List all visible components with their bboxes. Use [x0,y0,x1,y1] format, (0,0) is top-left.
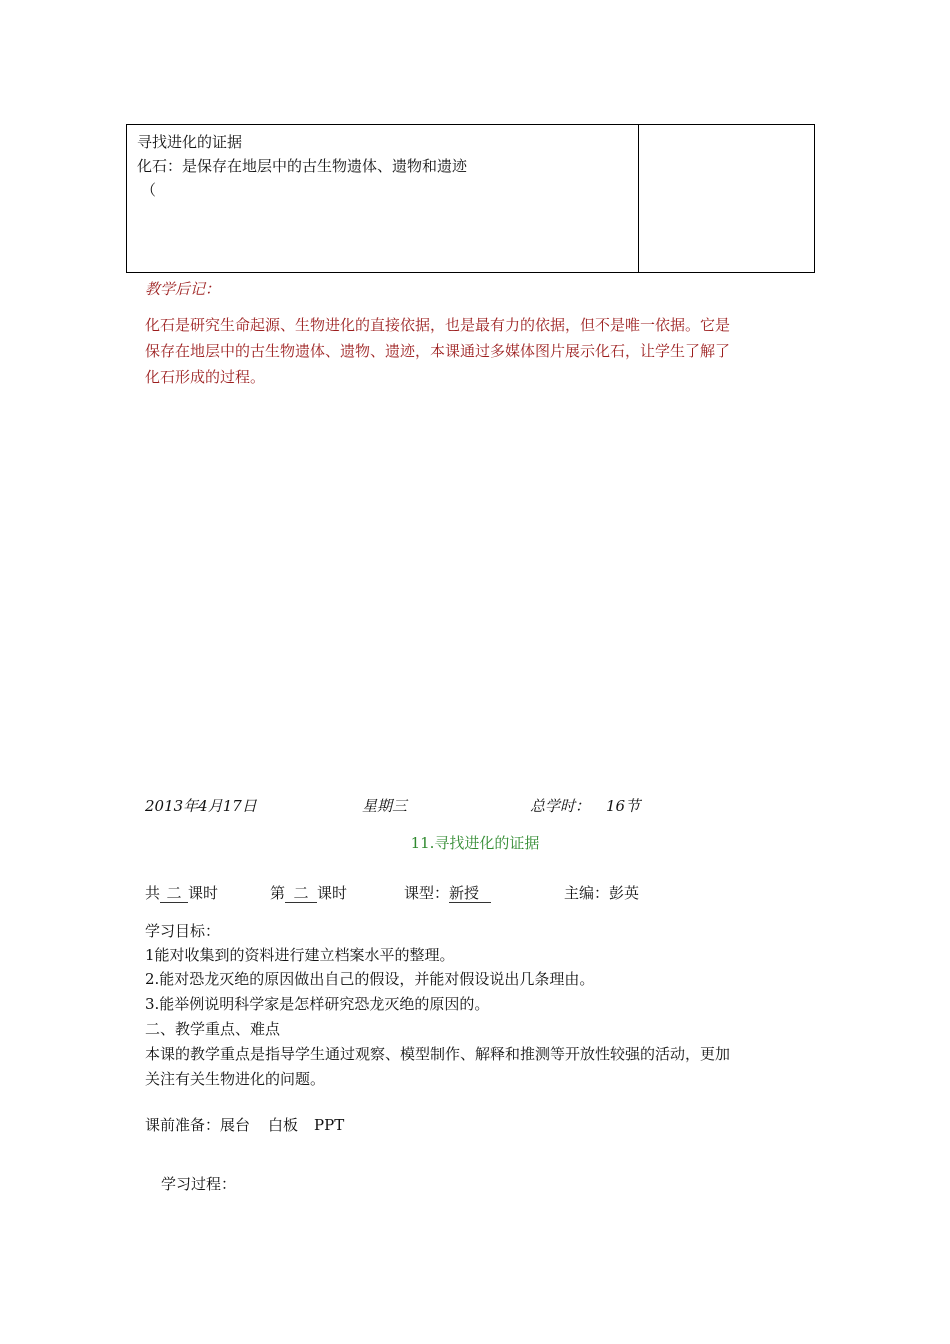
process-heading: 学习过程： [161,1175,237,1193]
reflection-line-2: 保存在地层中的古生物遗体、遗物、遗迹，本课通过多媒体图片展示化石，让学生了解了 [145,342,731,360]
lesson-date: 2013年4月17日 [145,797,257,815]
table-line-paren: （ [141,181,157,199]
current-hour-count: 二 [285,884,317,903]
total-hours-count: 二 [160,884,188,903]
lesson-type [404,882,491,903]
preparation-item-3: PPT [314,1116,345,1134]
total-hours-label: 总学时： [530,797,591,815]
preparation-item-2: 白板 [268,1116,299,1134]
objective-item-3: 3.能举例说明科学家是怎样研究恐龙灭绝的原因的。 [145,995,490,1013]
lesson-type-label: 课型： [404,884,450,902]
key-points-line-2: 关注有关生物进化的问题。 [145,1070,326,1088]
lesson-type-value: 新授 [449,884,491,903]
current-hour-suffix: 课时 [317,884,348,902]
lesson-meta-line [145,882,218,903]
lesson-title: 11.寻找进化的证据 [410,834,540,852]
current-hour-prefix: 第 [270,884,286,902]
preparation-item-1: 展台 [220,1116,251,1134]
editor-name: 主编：彭英 [564,884,640,902]
key-points-line-1: 本课的教学重点是指导学生通过观察、模型制作、解释和推测等开放性较强的活动，更加 [145,1045,731,1063]
objectives-heading: 学习目标： [145,922,221,940]
reflection-line-1: 化石是研究生命起源、生物进化的直接依据，也是最有力的依据，但不是唯一依据。它是 [145,316,731,334]
total-hours-value: 16节 [606,797,641,815]
lesson-content-table [126,124,815,273]
objective-item-2: 2.能对恐龙灭绝的原因做出自己的假设，并能对假设说出几条理由。 [145,970,595,988]
objective-item-1: 1能对收集到的资料进行建立档案水平的整理。 [145,946,455,964]
reflection-line-3: 化石形成的过程。 [145,368,266,386]
lesson-weekday: 星期三 [362,797,408,815]
preparation-line [145,1114,344,1135]
total-hours-prefix: 共 [145,884,161,902]
total-hours-suffix: 课时 [188,884,219,902]
current-hour [270,882,347,903]
reflection-heading: 教学后记： [145,280,221,298]
table-column-divider [638,125,639,272]
table-line-definition: 化石：是保存在地层中的古生物遗体、遗物和遗迹 [137,157,468,175]
table-line-title: 寻找进化的证据 [137,133,243,151]
preparation-label: 课前准备： [145,1116,221,1134]
key-points-heading: 二、教学重点、难点 [145,1020,281,1038]
